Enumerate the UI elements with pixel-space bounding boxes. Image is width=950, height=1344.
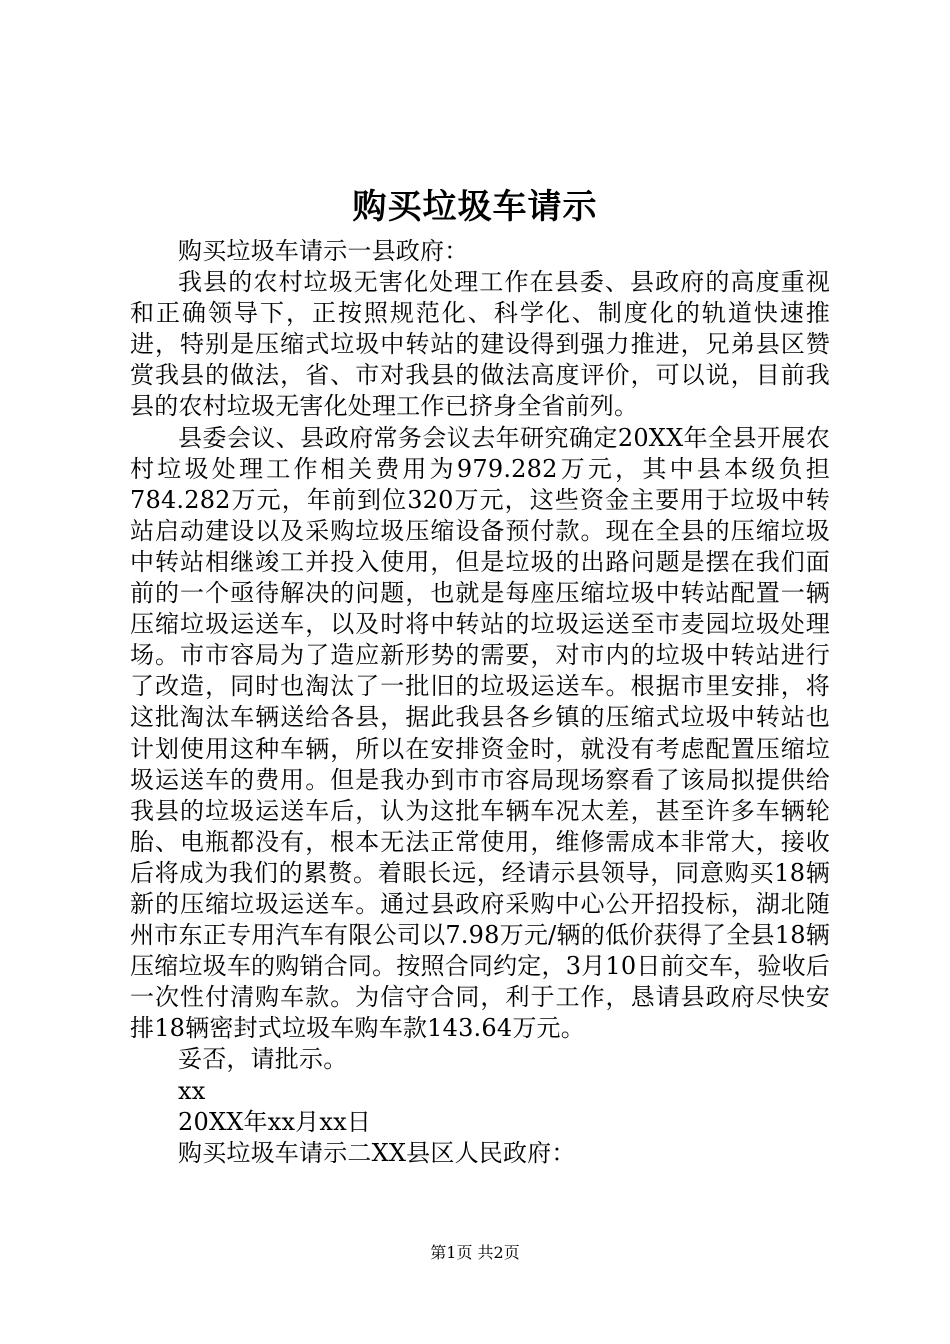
document-title: 购买垃圾车请示 [352,187,598,227]
paragraph-salutation-2: 购买垃圾车请示二XX县区人民政府： [178,1138,576,1167]
paragraph-request-approval: 妥否，请批示。 [178,1045,348,1074]
document-body [130,236,830,1169]
paragraph-intro: 我县的农村垃圾无害化处理工作在县委、县政府的高度重视和正确领导下，正按照规范化、科学化、制度化的轨道快速推进，特别是压缩式垃圾中转站的建设得到强力推进，兄弟县区赞赏我县的做法，省、市对我县的做法高度评价，可以说，目前我县的农村垃圾无害化处理工作已挤身全省前列。 [130,268,830,421]
paragraph-main: 县委会议、县政府常务会议去年研究确定20XX年全县开展农村垃圾处理工作相关费用为979.282万元，其中县本级负担784.282万元，年前到位320万元，这些资金主要用于垃圾中转站启动建设以及采购垃圾压缩设备预付款。现在全县的压缩垃圾中转站相继竣工并投入使用，但是垃圾的出路问题是摆在我们面前的一个亟待解决的问题，也就是每座压缩垃圾中转站配置一辆压缩垃圾运送车，以及时将中转站的垃圾运送至市麦园垃圾处理场。市市容局为了造应新形势的需要，对市内的垃圾中转站进行了改造，同时也淘汰了一批旧的垃圾运送车。根据市里安排，将这批淘汰车辆送给各县，据此我县各乡镇的压缩式垃圾中转站也计划使用这种车辆，所以在安排资金时，就没有考虑配置压缩垃圾运送车的费用。但是我办到市市容局现场察看了该局拟提供给我县的垃圾运送车后，认为这批车辆车况太差，甚至许多车辆轮胎、电瓶都没有，根本无法正常使用，维修需成本非常大，接收后将成为我们的累赘。着眼长远，经请示县领导，同意购买18辆新的压缩垃圾运送车。通过县政府采购中心公开招投标，湖北随州市东正专用汽车有限公司以7.98万元/辆的低价获得了全县18辆压缩垃圾车的购销合同。按照合同约定，3月10日前交车，验收后一次性付清购车款。为信守合同，利于工作，恳请县政府尽快安排18辆密封式垃圾车购车款143.64万元。 [130,423,830,1043]
paragraph-salutation-1: 购买垃圾车请示一县政府： [178,237,469,265]
date-line: 20XX年xx月xx日 [178,1107,372,1136]
signature-placeholder: xx [178,1076,206,1105]
page-footer: 第1页 共2页 [430,1243,520,1262]
